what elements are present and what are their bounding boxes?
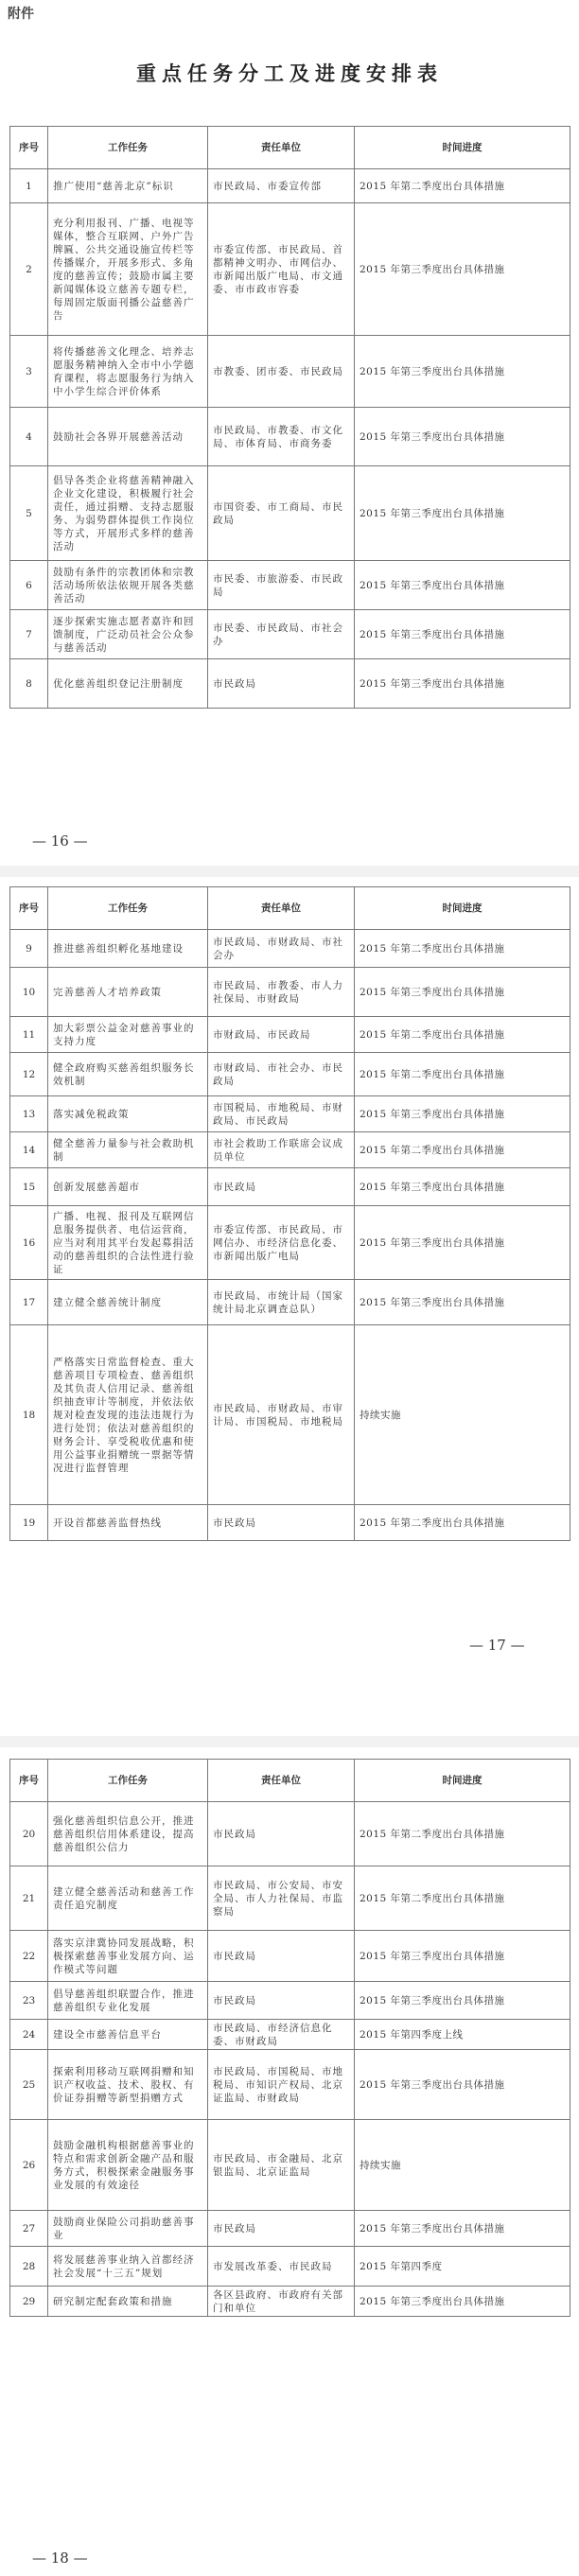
row-unit: 市民政局 (208, 1802, 355, 1866)
row-number: 5 (10, 466, 48, 561)
row-task: 建立健全慈善统计制度 (48, 1280, 208, 1325)
row-progress: 2015 年第三季度出台具体措施 (355, 1982, 570, 2020)
table-row (10, 2247, 570, 2287)
header-no: 序号 (10, 1760, 48, 1802)
row-unit: 市民政局、市金融局、北京银监局、北京证监局 (208, 2120, 355, 2211)
table-row (10, 930, 570, 968)
table-row (10, 1168, 570, 1206)
row-unit: 市民委、市民政局、市社会办 (208, 610, 355, 659)
row-unit: 市民政局 (208, 1982, 355, 2020)
row-progress: 2015 年第二季度出台具体措施 (355, 169, 570, 203)
row-unit: 市民政局、市公安局、市安全局、市人力社保局、市监察局 (208, 1866, 355, 1931)
table-row (10, 2020, 570, 2050)
row-task: 建立健全慈善活动和慈善工作责任追究制度 (48, 1866, 208, 1931)
row-number: 2 (10, 203, 48, 336)
row-progress: 2015 年第三季度出台具体措施 (355, 1280, 570, 1325)
row-unit: 市民政局、市经济信息化委、市财政局 (208, 2020, 355, 2050)
row-progress: 2015 年第二季度出台具体措施 (355, 1802, 570, 1866)
row-unit: 市民政局 (208, 1168, 355, 1206)
row-task: 探索利用移动互联网捐赠和知识产权收益、技术、股权、有价证券捐赠等新型捐赠方式 (48, 2050, 208, 2120)
row-unit: 市民政局、市财政局、市社会办 (208, 930, 355, 968)
row-progress: 2015 年第四季度 (355, 2247, 570, 2287)
table-row (10, 336, 570, 408)
header-unit: 责任单位 (208, 1760, 355, 1802)
row-task: 健全慈善力量参与社会救助机制 (48, 1132, 208, 1168)
row-progress: 2015 年第二季度出台具体措施 (355, 1866, 570, 1931)
table-row (10, 1017, 570, 1053)
page-number: — 17 — (469, 1637, 525, 1654)
row-progress: 2015 年第三季度出台具体措施 (355, 1096, 570, 1132)
attachment-label: 附件 (8, 7, 34, 22)
row-unit: 市民政局 (208, 1505, 355, 1541)
row-number: 9 (10, 930, 48, 968)
header-task: 工作任务 (48, 1760, 208, 1802)
task-table-page-2 (9, 886, 570, 1541)
row-progress: 持续实施 (355, 2120, 570, 2211)
row-number: 28 (10, 2247, 48, 2287)
row-task: 鼓励金融机构根据慈善事业的特点和需求创新金融产品和服务方式，积极探索金融服务事业发展的有效途径 (48, 2120, 208, 2211)
row-task: 将发展慈善事业纳入首都经济社会发展“十三五”规划 (48, 2247, 208, 2287)
row-unit: 市委宣传部、市民政局、市网信办、市经济信息化委、市新闻出版广电局 (208, 1206, 355, 1280)
row-task: 将传播慈善文化理念、培养志愿服务精神纳入全市中小学德育课程，将志愿服务行为纳入中小学生综合评价体系 (48, 336, 208, 408)
row-number: 26 (10, 2120, 48, 2211)
table-row (10, 408, 570, 466)
table-row (10, 1325, 570, 1505)
row-unit: 市民政局 (208, 2211, 355, 2247)
row-task: 鼓励有条件的宗教团体和宗教活动场所依法依规开展各类慈善活动 (48, 561, 208, 610)
table-row (10, 203, 570, 336)
table-row (10, 1505, 570, 1541)
row-task: 推广使用“慈善北京”标识 (48, 169, 208, 203)
row-number: 20 (10, 1802, 48, 1866)
row-task: 落实减免税政策 (48, 1096, 208, 1132)
row-unit: 市财政局、市民政局 (208, 1017, 355, 1053)
row-progress: 2015 年第二季度出台具体措施 (355, 930, 570, 968)
document-title: 重点任务分工及进度安排表 (136, 62, 443, 85)
table-row (10, 1132, 570, 1168)
row-progress: 2015 年第四季度上线 (355, 2020, 570, 2050)
row-number: 16 (10, 1206, 48, 1280)
row-progress: 2015 年第三季度出台具体措施 (355, 2211, 570, 2247)
table-row (10, 1866, 570, 1931)
header-progress: 时间进度 (355, 1760, 570, 1802)
row-progress: 2015 年第三季度出台具体措施 (355, 1206, 570, 1280)
row-task: 落实京津冀协同发展战略，积极探索慈善事业发展方向、运作模式等问题 (48, 1931, 208, 1982)
row-number: 25 (10, 2050, 48, 2120)
row-unit: 市委宣传部、市民政局、首都精神文明办、市网信办、市新闻出版广电局、市文通委、市市政市容委 (208, 203, 355, 336)
row-task: 充分利用报刊、广播、电视等媒体，整合互联网、户外广告牌匾、公共交通设施宣传栏等传播媒介，开展多形式、多角度的慈善宣传；鼓励市属主要新闻媒体设立慈善专题专栏，每周固定版面刊播公益慈善广告 (48, 203, 208, 336)
row-progress: 2015 年第三季度出台具体措施 (355, 1931, 570, 1982)
row-progress: 2015 年第三季度出台具体措施 (355, 2050, 570, 2120)
header-unit: 责任单位 (208, 127, 355, 169)
table-row (10, 1982, 570, 2020)
table-row (10, 2120, 570, 2211)
row-number: 15 (10, 1168, 48, 1206)
row-task: 倡导各类企业将慈善精神融入企业文化建设，积极履行社会责任，通过捐赠、支持志愿服务、为弱势群体提供工作岗位等方式，开展形式多样的慈善活动 (48, 466, 208, 561)
header-task: 工作任务 (48, 887, 208, 930)
row-unit: 市教委、团市委、市民政局 (208, 336, 355, 408)
row-unit: 各区县政府、市政府有关部门和单位 (208, 2287, 355, 2317)
header-no: 序号 (10, 887, 48, 930)
row-number: 10 (10, 968, 48, 1017)
row-number: 6 (10, 561, 48, 610)
row-number: 17 (10, 1280, 48, 1325)
row-unit: 市民政局、市国税局、市地税局、市知识产权局、北京证监局、市财政局 (208, 2050, 355, 2120)
row-task: 创新发展慈善超市 (48, 1168, 208, 1206)
row-progress: 2015 年第三季度出台具体措施 (355, 610, 570, 659)
table-header-row (10, 127, 570, 169)
row-number: 24 (10, 2020, 48, 2050)
row-progress: 2015 年第三季度出台具体措施 (355, 561, 570, 610)
row-task: 健全政府购买慈善组织服务长效机制 (48, 1053, 208, 1096)
row-number: 18 (10, 1325, 48, 1505)
page-2 (0, 877, 579, 1736)
row-number: 19 (10, 1505, 48, 1541)
row-progress: 2015 年第三季度出台具体措施 (355, 203, 570, 336)
row-task: 开设首都慈善监督热线 (48, 1505, 208, 1541)
row-progress: 2015 年第三季度出台具体措施 (355, 336, 570, 408)
row-number: 4 (10, 408, 48, 466)
row-progress: 2015 年第三季度出台具体措施 (355, 2287, 570, 2317)
row-number: 3 (10, 336, 48, 408)
row-number: 1 (10, 169, 48, 203)
header-progress: 时间进度 (355, 887, 570, 930)
table-row (10, 1053, 570, 1096)
row-unit: 市民政局 (208, 659, 355, 709)
table-row (10, 169, 570, 203)
row-number: 22 (10, 1931, 48, 1982)
row-number: 11 (10, 1017, 48, 1053)
table-row (10, 2050, 570, 2120)
row-unit: 市民政局、市委宣传部 (208, 169, 355, 203)
table-row (10, 1096, 570, 1132)
row-task: 强化慈善组织信息公开，推进慈善组织信用体系建设，提高慈善组织公信力 (48, 1802, 208, 1866)
row-unit: 市国资委、市工商局、市民政局 (208, 466, 355, 561)
header-progress: 时间进度 (355, 127, 570, 169)
row-number: 23 (10, 1982, 48, 2020)
row-task: 完善慈善人才培养政策 (48, 968, 208, 1017)
row-progress: 2015 年第三季度出台具体措施 (355, 466, 570, 561)
row-number: 12 (10, 1053, 48, 1096)
row-task: 研究制定配套政策和措施 (48, 2287, 208, 2317)
row-progress: 2015 年第二季度出台具体措施 (355, 1505, 570, 1541)
task-table-page-3 (9, 1759, 570, 2317)
row-progress: 持续实施 (355, 1325, 570, 1505)
row-unit: 市社会救助工作联席会议成员单位 (208, 1132, 355, 1168)
row-number: 13 (10, 1096, 48, 1132)
row-number: 29 (10, 2287, 48, 2317)
row-number: 27 (10, 2211, 48, 2247)
table-row (10, 561, 570, 610)
row-unit: 市国税局、市地税局、市财政局、市民政局 (208, 1096, 355, 1132)
table-row (10, 2287, 570, 2317)
row-unit: 市民委、市旅游委、市民政局 (208, 561, 355, 610)
page-number: — 18 — (32, 2550, 88, 2567)
table-header-row (10, 1760, 570, 1802)
row-task: 加大彩票公益金对慈善事业的支持力度 (48, 1017, 208, 1053)
row-unit: 市民政局、市财政局、市审计局、市国税局、市地税局 (208, 1325, 355, 1505)
row-unit: 市民政局 (208, 1931, 355, 1982)
row-number: 21 (10, 1866, 48, 1931)
table-row (10, 1931, 570, 1982)
row-task: 优化慈善组织登记注册制度 (48, 659, 208, 709)
row-number: 14 (10, 1132, 48, 1168)
table-row (10, 466, 570, 561)
page-1 (0, 0, 579, 866)
row-number: 8 (10, 659, 48, 709)
row-unit: 市民政局、市统计局（国家统计局北京调查总队） (208, 1280, 355, 1325)
row-task: 鼓励社会各界开展慈善活动 (48, 408, 208, 466)
row-task: 逐步探索实施志愿者嘉许和回馈制度，广泛动员社会公众参与慈善活动 (48, 610, 208, 659)
header-no: 序号 (10, 127, 48, 169)
table-row (10, 610, 570, 659)
table-row (10, 1280, 570, 1325)
row-unit: 市财政局、市社会办、市民政局 (208, 1053, 355, 1096)
row-task: 鼓励商业保险公司捐助慈善事业 (48, 2211, 208, 2247)
row-task: 严格落实日常监督检查、重大慈善项目专项检查、慈善组织及其负责人信用记录、慈善组织抽查审计等制度，并依法依规对检查发现的违法违规行为进行处罚；依法对慈善组织的财务会计、享受税收优惠和使用公益事业捐赠统一票据等情况进行监督管理 (48, 1325, 208, 1505)
header-unit: 责任单位 (208, 887, 355, 930)
table-row (10, 659, 570, 709)
row-progress: 2015 年第二季度出台具体措施 (355, 1017, 570, 1053)
row-unit: 市民政局、市教委、市文化局、市体育局、市商务委 (208, 408, 355, 466)
row-unit: 市民政局、市教委、市人力社保局、市财政局 (208, 968, 355, 1017)
page-3 (0, 1747, 579, 2576)
row-progress: 2015 年第二季度出台具体措施 (355, 1132, 570, 1168)
header-task: 工作任务 (48, 127, 208, 169)
table-row (10, 1206, 570, 1280)
table-row (10, 2211, 570, 2247)
task-table-page-1 (9, 126, 570, 709)
table-row (10, 968, 570, 1017)
row-progress: 2015 年第三季度出台具体措施 (355, 1168, 570, 1206)
row-task: 建设全市慈善信息平台 (48, 2020, 208, 2050)
row-number: 7 (10, 610, 48, 659)
table-row (10, 1802, 570, 1866)
row-progress: 2015 年第三季度出台具体措施 (355, 408, 570, 466)
row-task: 推进慈善组织孵化基地建设 (48, 930, 208, 968)
table-header-row (10, 887, 570, 930)
row-task: 倡导慈善组织联盟合作，推进慈善组织专业化发展 (48, 1982, 208, 2020)
row-progress: 2015 年第二季度出台具体措施 (355, 1053, 570, 1096)
row-progress: 2015 年第三季度出台具体措施 (355, 659, 570, 709)
row-unit: 市发展改革委、市民政局 (208, 2247, 355, 2287)
row-progress: 2015 年第三季度出台具体措施 (355, 968, 570, 1017)
row-task: 广播、电视、报刊及互联网信息服务提供者、电信运营商，应当对利用其平台发起募捐活动的慈善组织的合法性进行验证 (48, 1206, 208, 1280)
page-number: — 16 — (32, 832, 88, 850)
